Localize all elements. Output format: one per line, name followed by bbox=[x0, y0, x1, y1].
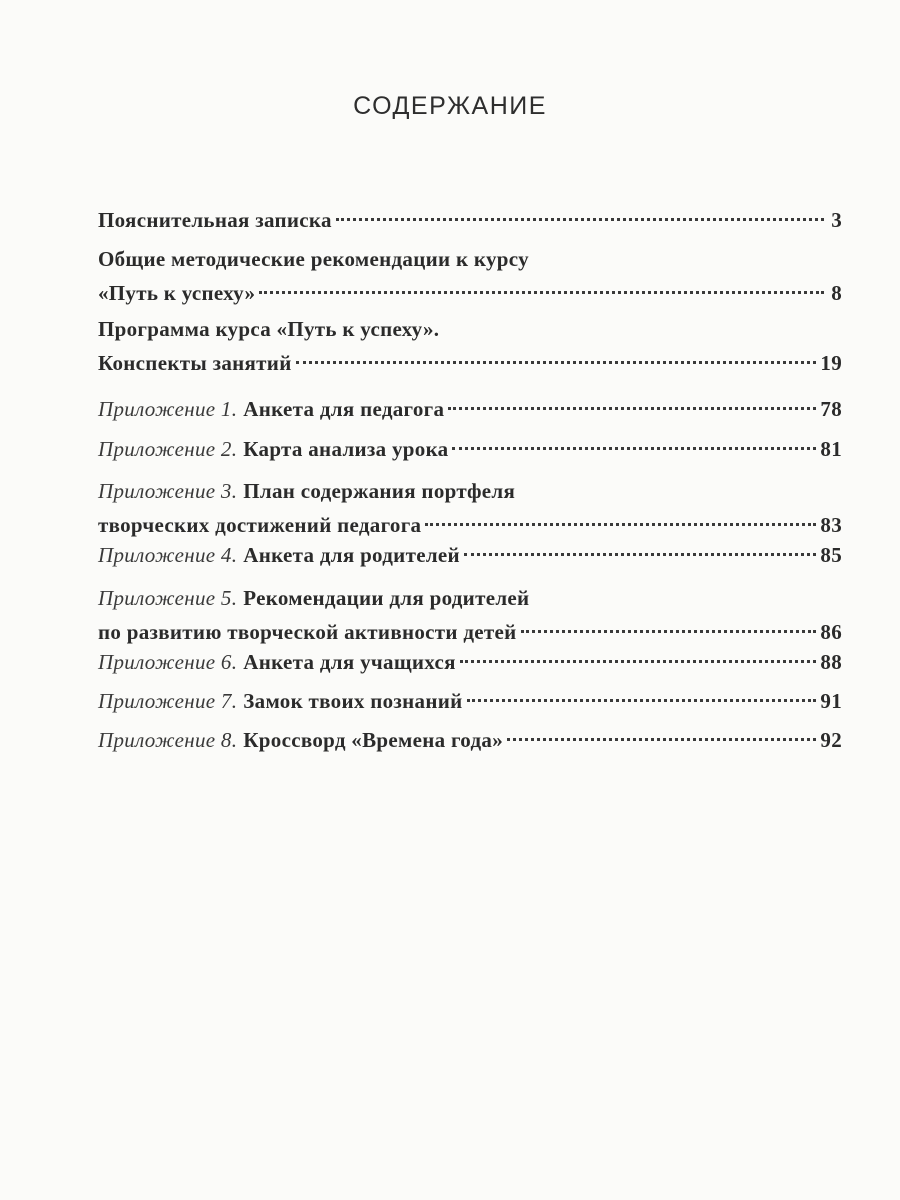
appendix-label: Приложение 1. bbox=[98, 397, 238, 421]
entry-title: Анкета для педагога bbox=[243, 397, 445, 421]
dot-leader bbox=[336, 218, 824, 221]
toc-entry bbox=[98, 432, 842, 466]
appendix-label: Приложение 6. bbox=[98, 650, 238, 674]
dot-leader bbox=[507, 738, 816, 741]
entry-title: План содержания портфеля bbox=[243, 479, 516, 503]
entry-title: Анкета для родителей bbox=[243, 543, 460, 567]
entry-title: Кроссворд «Времена года» bbox=[243, 728, 504, 752]
page-number: 83 bbox=[820, 513, 842, 537]
dot-leader bbox=[521, 630, 817, 633]
appendix-label: Приложение 4. bbox=[98, 543, 238, 567]
page-number: 3 bbox=[831, 208, 842, 232]
toc-entry bbox=[98, 392, 842, 426]
toc-entry bbox=[98, 645, 842, 679]
dot-leader bbox=[425, 523, 816, 526]
appendix-label: Приложение 8. bbox=[98, 728, 238, 752]
entry-title: Замок твоих познаний bbox=[243, 689, 463, 713]
page-number: 92 bbox=[820, 728, 842, 752]
entry-title: Общие методические рекомендации к курсу bbox=[98, 247, 529, 271]
entry-title: по развитию творческой активности детей bbox=[98, 620, 517, 644]
page-number: 91 bbox=[820, 689, 842, 713]
dot-leader bbox=[452, 447, 816, 450]
appendix-label: Приложение 5. bbox=[98, 586, 238, 610]
toc-entry bbox=[98, 538, 842, 572]
entry-title: Конспекты занятий bbox=[98, 351, 292, 375]
entry-title: творческих достижений педагога bbox=[98, 513, 422, 537]
toc-entry bbox=[98, 242, 842, 310]
page-number: 88 bbox=[820, 650, 842, 674]
toc-entry bbox=[98, 203, 842, 237]
page-number: 86 bbox=[820, 620, 842, 644]
page-number: 78 bbox=[820, 397, 842, 421]
page-number: 8 bbox=[831, 281, 842, 305]
toc-entry bbox=[98, 312, 842, 380]
toc-entry bbox=[98, 581, 842, 649]
page-number: 81 bbox=[820, 437, 842, 461]
page-number: 85 bbox=[820, 543, 842, 567]
entry-title: Анкета для учащихся bbox=[243, 650, 456, 674]
page-title: СОДЕРЖАНИЕ bbox=[353, 92, 547, 120]
page-number: 19 bbox=[820, 351, 842, 375]
appendix-label: Приложение 2. bbox=[98, 437, 238, 461]
entry-title: Программа курса «Путь к успеху». bbox=[98, 317, 440, 341]
entry-title: Рекомендации для родителей bbox=[243, 586, 530, 610]
appendix-label: Приложение 7. bbox=[98, 689, 238, 713]
dot-leader bbox=[448, 407, 816, 410]
toc-entry bbox=[98, 474, 842, 542]
entry-title: Пояснительная записка bbox=[98, 208, 332, 232]
entry-title: «Путь к успеху» bbox=[98, 281, 256, 305]
dot-leader bbox=[464, 553, 816, 556]
toc-entry bbox=[98, 684, 842, 718]
dot-leader bbox=[296, 361, 817, 364]
dot-leader bbox=[259, 291, 824, 294]
dot-leader bbox=[467, 699, 817, 702]
dot-leader bbox=[460, 660, 817, 663]
entry-title: Карта анализа урока bbox=[243, 437, 449, 461]
toc-entry bbox=[98, 723, 842, 757]
appendix-label: Приложение 3. bbox=[98, 479, 238, 503]
